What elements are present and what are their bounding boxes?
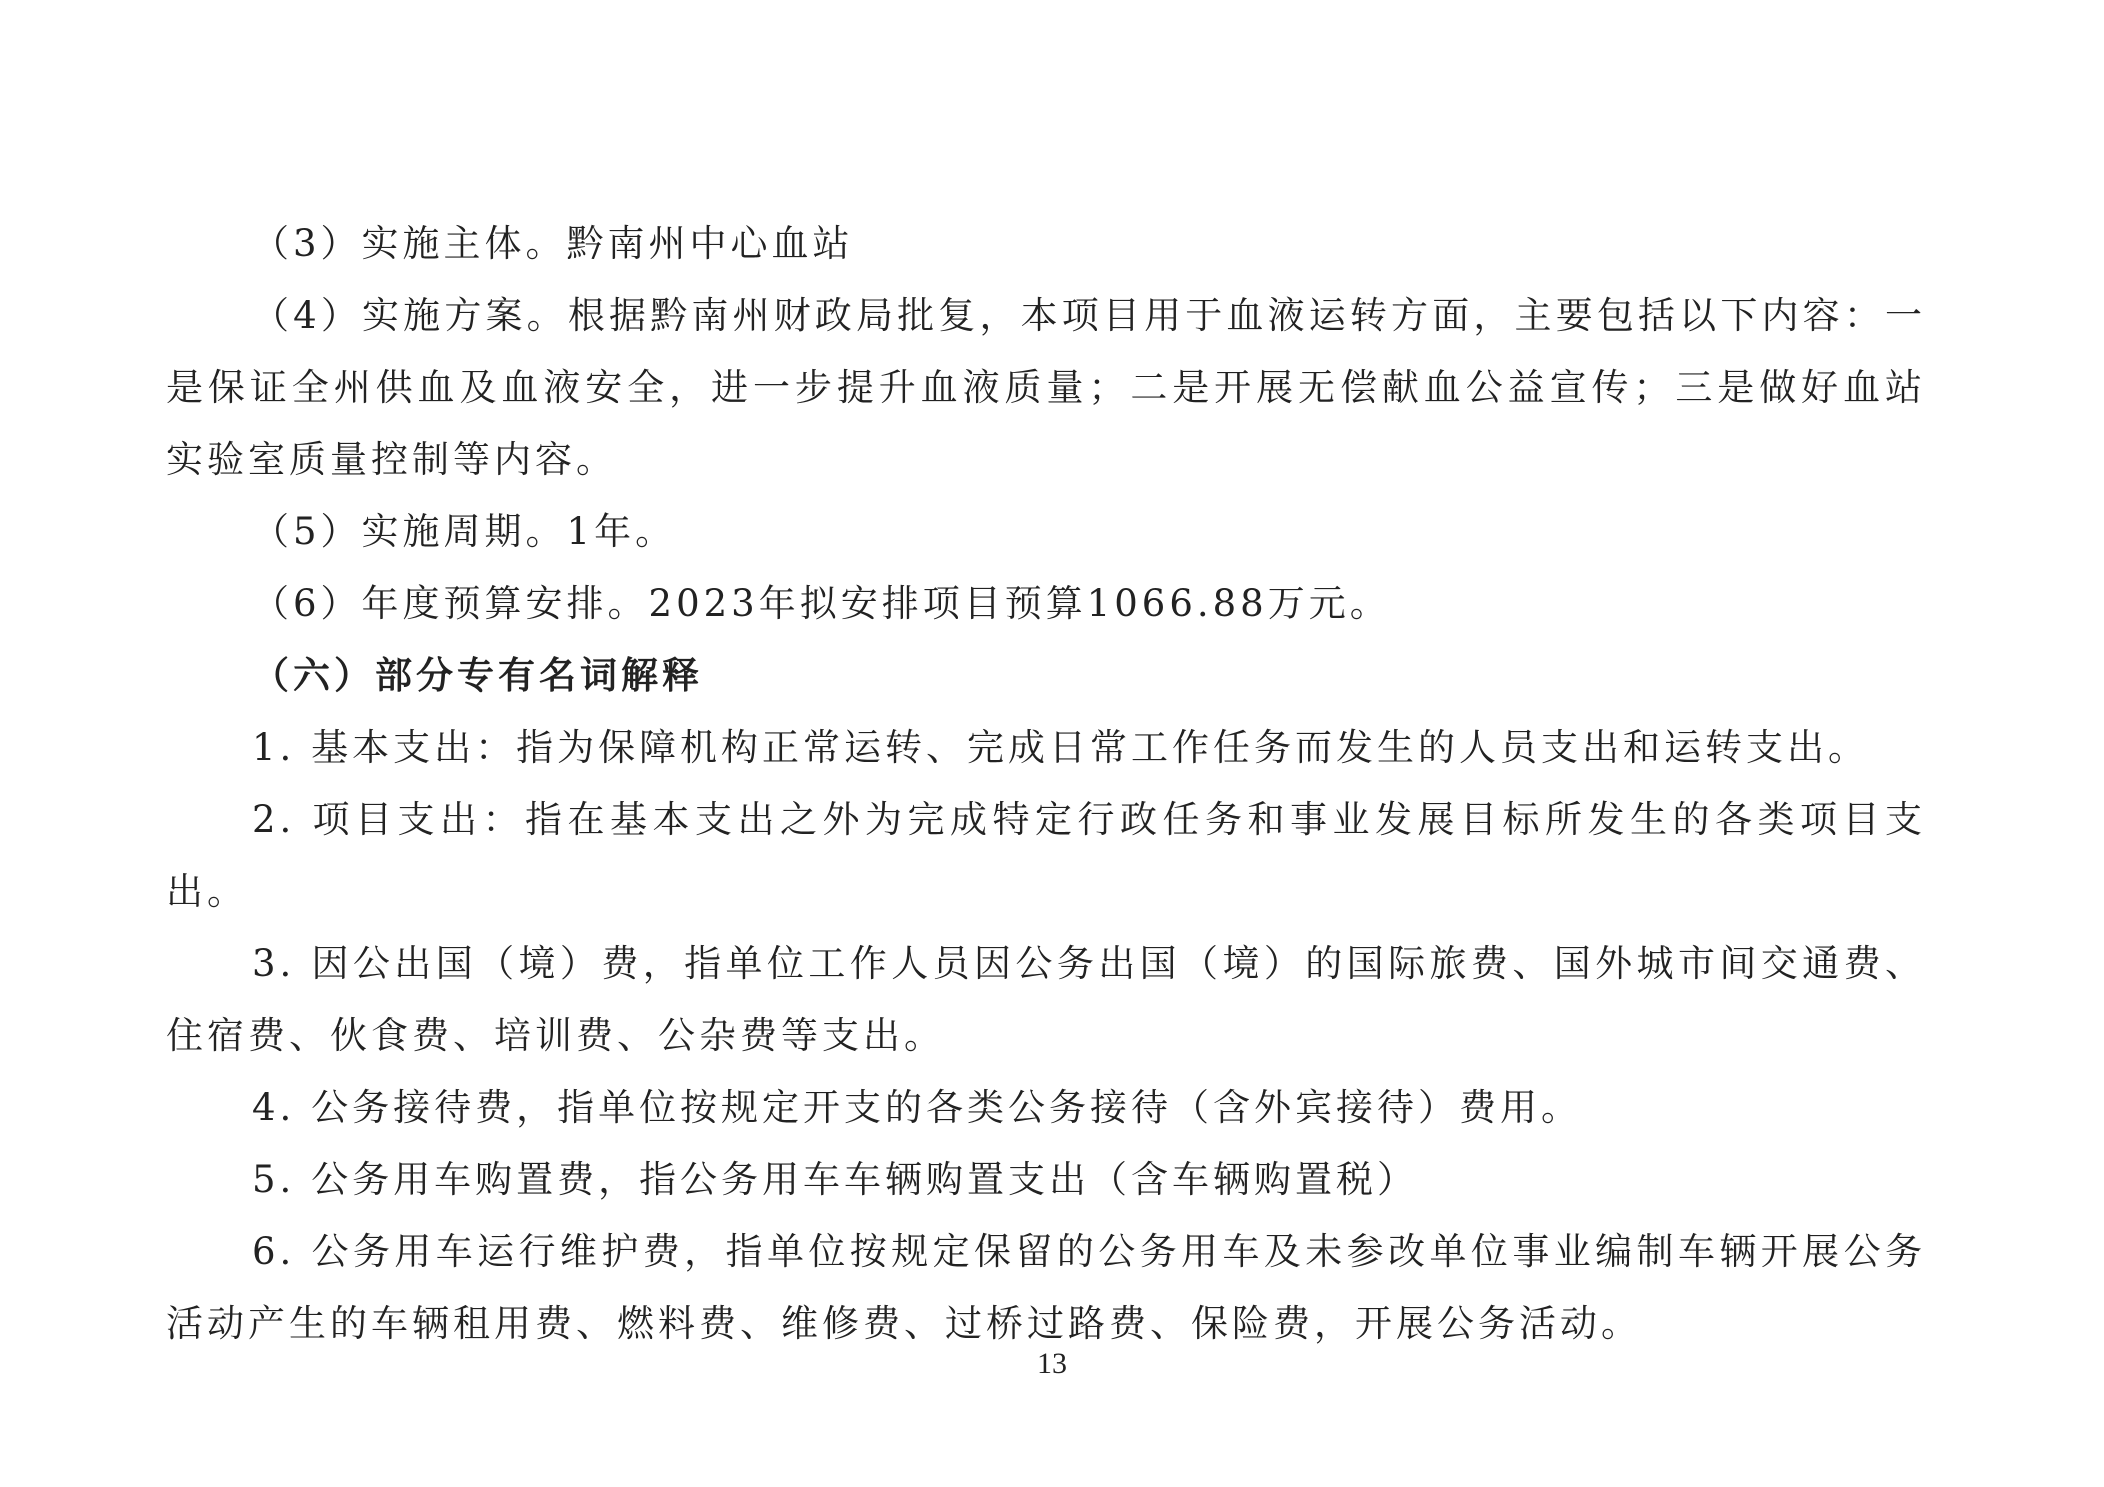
term-official-reception: 4. 公务接待费，指单位按规定开支的各类公务接待（含外宾接待）费用。	[252, 1086, 1583, 1129]
page-body	[166, 208, 1926, 1360]
paragraph-implementation-plan: （4）实施方案。根据黔南州财政局批复，本项目用于血液运转方面，主要包括以下内容：一是保证全州供血及血液安全，进一步提升血液质量；二是开展无偿献血公益宣传；三是做好血站实验室质量控制等内容。	[166, 294, 1926, 481]
term-vehicle-purchase: 5. 公务用车购置费，指公务用车车辆购置支出（含车辆购置税）	[252, 1158, 1419, 1201]
paragraph-implementer: （3）实施主体。黔南州中心血站	[252, 222, 854, 265]
paragraph-implementation-period: （5）实施周期。1年。	[252, 510, 677, 553]
term-basic-expenditure: 1. 基本支出：指为保障机构正常运转、完成日常工作任务而发生的人员支出和运转支出。	[252, 726, 1870, 769]
section-heading-terms: （六）部分专有名词解释	[252, 654, 703, 697]
term-vehicle-maintenance: 6. 公务用车运行维护费，指单位按规定保留的公务用车及未参改单位事业编制车辆开展公务活动产生的车辆租用费、燃料费、维修费、过桥过路费、保险费，开展公务活动。	[166, 1230, 1926, 1345]
term-overseas-travel: 3. 因公出国（境）费，指单位工作人员因公务出国（境）的国际旅费、国外城市间交通费、住宿费、伙食费、培训费、公杂费等支出。	[166, 942, 1926, 1057]
page-number: 13	[1037, 1347, 1067, 1380]
term-project-expenditure: 2. 项目支出：指在基本支出之外为完成特定行政任务和事业发展目标所发生的各类项目支出。	[166, 798, 1926, 913]
paragraph-annual-budget: （6）年度预算安排。2023年拟安排项目预算1066.88万元。	[252, 582, 1391, 625]
